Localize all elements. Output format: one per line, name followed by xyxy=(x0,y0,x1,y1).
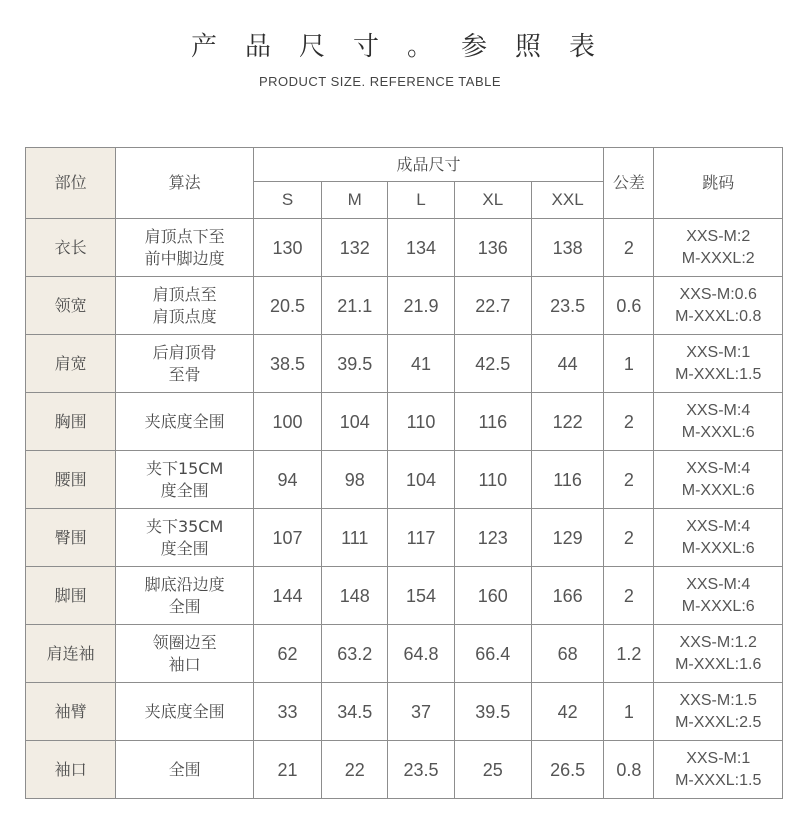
method-line: 夹下15CM xyxy=(145,458,224,478)
grading-line: XXS-M:1.2 xyxy=(679,633,757,651)
tolerance-cell: 2 xyxy=(604,451,654,509)
part-cell: 肩连袖 xyxy=(26,625,116,683)
method-cell xyxy=(116,625,254,683)
size-value-cell: 100 xyxy=(253,393,321,451)
method-line: 脚底沿边度 xyxy=(144,574,225,594)
size-value-cell: 136 xyxy=(454,219,531,277)
size-value-cell: 68 xyxy=(531,625,603,683)
grading-line: M-XXXL:6 xyxy=(681,423,755,441)
method-line: 肩顶点至 xyxy=(152,284,217,304)
table-row xyxy=(26,277,783,335)
size-value-cell: 23.5 xyxy=(531,277,603,335)
table-row xyxy=(26,393,783,451)
method-line: 全围 xyxy=(168,759,201,779)
size-value-cell: 22.7 xyxy=(454,277,531,335)
size-value-cell: 117 xyxy=(388,509,454,567)
size-value-cell: 26.5 xyxy=(531,741,603,799)
size-value-cell: 111 xyxy=(322,509,388,567)
header-method: 算法 xyxy=(116,148,254,219)
grading-line: M-XXXL:6 xyxy=(681,597,755,615)
table-row xyxy=(26,567,783,625)
grading-line: M-XXXL:6 xyxy=(681,481,755,499)
size-value-cell: 39.5 xyxy=(454,683,531,741)
method-cell xyxy=(116,509,254,567)
size-reference-table xyxy=(25,147,783,799)
grading-line: M-XXXL:1.5 xyxy=(675,365,762,383)
method-cell xyxy=(116,393,254,451)
method-cell xyxy=(116,335,254,393)
tolerance-cell: 2 xyxy=(604,567,654,625)
tolerance-cell: 1.2 xyxy=(604,625,654,683)
grading-line: M-XXXL:0.8 xyxy=(675,307,762,325)
header-grading: 跳码 xyxy=(654,148,783,219)
grading-cell xyxy=(654,219,783,277)
table-row xyxy=(26,451,783,509)
size-header: XL xyxy=(454,182,531,219)
method-line: 度全围 xyxy=(160,480,209,500)
grading-line: M-XXXL:2.5 xyxy=(675,713,762,731)
size-value-cell: 166 xyxy=(531,567,603,625)
size-header: L xyxy=(388,182,454,219)
grading-line: XXS-M:1.5 xyxy=(679,691,757,709)
size-header: M xyxy=(322,182,388,219)
tolerance-cell: 2 xyxy=(604,219,654,277)
grading-line: XXS-M:2 xyxy=(686,227,751,245)
size-value-cell: 134 xyxy=(388,219,454,277)
table-row xyxy=(26,741,783,799)
size-value-cell: 42.5 xyxy=(454,335,531,393)
part-cell: 腰围 xyxy=(26,451,116,509)
part-cell: 肩宽 xyxy=(26,335,116,393)
size-value-cell: 104 xyxy=(322,393,388,451)
size-value-cell: 42 xyxy=(531,683,603,741)
size-value-cell: 154 xyxy=(388,567,454,625)
tolerance-cell: 2 xyxy=(604,393,654,451)
method-line: 全围 xyxy=(168,596,201,616)
method-cell xyxy=(116,451,254,509)
grading-cell xyxy=(654,393,783,451)
method-cell xyxy=(116,219,254,277)
part-cell: 袖臂 xyxy=(26,683,116,741)
grading-line: XXS-M:1 xyxy=(686,749,751,767)
size-value-cell: 107 xyxy=(253,509,321,567)
size-value-cell: 144 xyxy=(253,567,321,625)
grading-cell xyxy=(654,625,783,683)
size-value-cell: 37 xyxy=(388,683,454,741)
size-value-cell: 148 xyxy=(322,567,388,625)
grading-cell xyxy=(654,683,783,741)
size-value-cell: 63.2 xyxy=(322,625,388,683)
grading-cell xyxy=(654,741,783,799)
size-value-cell: 23.5 xyxy=(388,741,454,799)
method-cell xyxy=(116,741,254,799)
method-line: 夹下35CM xyxy=(145,516,224,536)
method-line: 肩顶点下至 xyxy=(144,226,225,246)
size-value-cell: 122 xyxy=(531,393,603,451)
part-cell: 臀围 xyxy=(26,509,116,567)
part-cell: 脚围 xyxy=(26,567,116,625)
part-cell: 胸围 xyxy=(26,393,116,451)
part-cell: 衣长 xyxy=(26,219,116,277)
size-header: S xyxy=(253,182,321,219)
tolerance-cell: 2 xyxy=(604,509,654,567)
size-value-cell: 62 xyxy=(253,625,321,683)
size-value-cell: 110 xyxy=(388,393,454,451)
size-value-cell: 21.9 xyxy=(388,277,454,335)
grading-line: XXS-M:0.6 xyxy=(679,285,757,303)
size-value-cell: 38.5 xyxy=(253,335,321,393)
size-value-cell: 25 xyxy=(454,741,531,799)
grading-line: M-XXXL:1.5 xyxy=(675,771,762,789)
size-value-cell: 20.5 xyxy=(253,277,321,335)
method-line: 至骨 xyxy=(168,364,201,384)
size-value-cell: 21 xyxy=(253,741,321,799)
table-row xyxy=(26,219,783,277)
page-title: 产品尺寸。参照表 xyxy=(190,32,623,62)
method-line: 前中脚边度 xyxy=(144,248,225,268)
grading-line: M-XXXL:2 xyxy=(681,249,755,267)
size-value-cell: 41 xyxy=(388,335,454,393)
grading-line: XXS-M:4 xyxy=(686,575,751,593)
tolerance-cell: 1 xyxy=(604,683,654,741)
size-value-cell: 94 xyxy=(253,451,321,509)
size-value-cell: 66.4 xyxy=(454,625,531,683)
grading-line: XXS-M:4 xyxy=(686,459,751,477)
part-cell: 领宽 xyxy=(26,277,116,335)
size-value-cell: 123 xyxy=(454,509,531,567)
grading-cell xyxy=(654,451,783,509)
header-tolerance: 公差 xyxy=(604,148,654,219)
grading-line: M-XXXL:6 xyxy=(681,539,755,557)
size-value-cell: 130 xyxy=(253,219,321,277)
grading-line: M-XXXL:1.6 xyxy=(675,655,762,673)
tolerance-cell: 0.8 xyxy=(604,741,654,799)
method-line: 肩顶点度 xyxy=(152,306,217,326)
method-line: 夹底度全围 xyxy=(144,701,225,721)
header-part: 部位 xyxy=(26,148,116,219)
method-line: 后肩顶骨 xyxy=(152,342,217,362)
table-header-row xyxy=(26,148,783,182)
method-line: 度全围 xyxy=(160,538,209,558)
size-header: XXL xyxy=(531,182,603,219)
tolerance-cell: 1 xyxy=(604,335,654,393)
size-value-cell: 33 xyxy=(253,683,321,741)
size-value-cell: 104 xyxy=(388,451,454,509)
grading-cell xyxy=(654,509,783,567)
tolerance-cell: 0.6 xyxy=(604,277,654,335)
method-line: 夹底度全围 xyxy=(144,411,225,431)
size-value-cell: 34.5 xyxy=(322,683,388,741)
grading-cell xyxy=(654,335,783,393)
grading-cell xyxy=(654,567,783,625)
header-finished-size: 成品尺寸 xyxy=(253,148,603,182)
size-value-cell: 132 xyxy=(322,219,388,277)
part-cell: 袖口 xyxy=(26,741,116,799)
method-cell xyxy=(116,567,254,625)
size-value-cell: 116 xyxy=(454,393,531,451)
method-cell xyxy=(116,277,254,335)
size-value-cell: 138 xyxy=(531,219,603,277)
size-value-cell: 22 xyxy=(322,741,388,799)
size-value-cell: 21.1 xyxy=(322,277,388,335)
grading-line: XXS-M:1 xyxy=(686,343,751,361)
size-value-cell: 39.5 xyxy=(322,335,388,393)
size-value-cell: 44 xyxy=(531,335,603,393)
table-row xyxy=(26,509,783,567)
size-value-cell: 116 xyxy=(531,451,603,509)
method-line: 袖口 xyxy=(168,654,201,674)
size-value-cell: 98 xyxy=(322,451,388,509)
size-value-cell: 64.8 xyxy=(388,625,454,683)
size-value-cell: 129 xyxy=(531,509,603,567)
size-value-cell: 110 xyxy=(454,451,531,509)
grading-line: XXS-M:4 xyxy=(686,517,751,535)
table-row xyxy=(26,625,783,683)
grading-line: XXS-M:4 xyxy=(686,401,751,419)
method-line: 领圈边至 xyxy=(152,632,217,652)
method-cell xyxy=(116,683,254,741)
size-value-cell: 160 xyxy=(454,567,531,625)
table-row xyxy=(26,335,783,393)
grading-cell xyxy=(654,277,783,335)
page-subtitle: PRODUCT SIZE. REFERENCE TABLE xyxy=(258,74,502,89)
table-row xyxy=(26,683,783,741)
